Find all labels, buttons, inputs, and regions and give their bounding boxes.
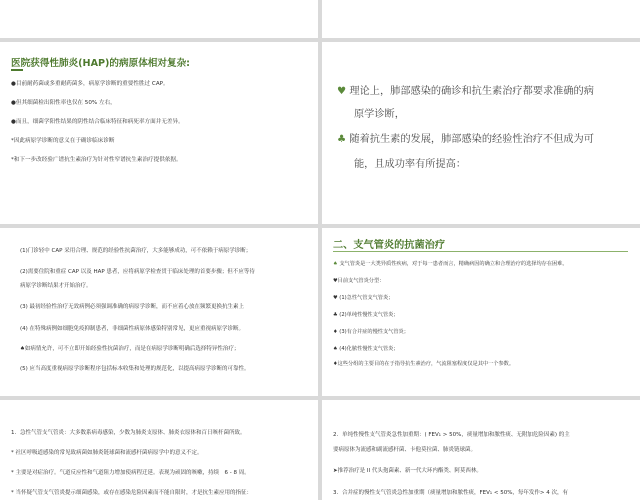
slide-title: 二、支气管炎的抗菌治疗 <box>333 240 446 251</box>
slide-theory[interactable] <box>322 42 640 224</box>
point-line: (3) 最初经验性治疗无效病例必须强调准确的病原学诊断，而不应着心放在频繁更换抗生素上 <box>20 304 245 310</box>
text-line: * 社区呼吸道感染的常见致病菌如肺炎链球菌和流感杆菌病原学中的意义不定。 <box>11 450 203 456</box>
line-text: 理论上，肺部感染的确诊和抗生素治疗都要求准确的病 <box>349 86 594 97</box>
bullet-line: ●而且，细菌学阳性结果的阴性结合临床特征和病死率方面并无差异。 <box>11 119 184 125</box>
text-line: * 主要是对症治疗。气道反应性和气道阻力增加使病程迁延。表现为顽固的咳嗽，持续 6 - 8 周。 <box>11 470 250 476</box>
text-line: 要病原体为流感和副流感杆菌、卡他莫拉菌、肺炎链球菌。 <box>333 447 477 453</box>
bullet-line: ●目前耐药菌或多重耐药菌多，病原学诊断的重要性胜过 CAP。 <box>11 81 169 87</box>
point-line: ♠如病情允许，可不立即开始经验性抗菌治疗，而是在病原学诊断明确后选择特异性治疗； <box>20 346 240 352</box>
bullet-line: *和下一步改经验广谱抗生素治疗为针对性窄谱抗生素治疗提供依据。 <box>11 157 182 163</box>
slide-hap-pathogens[interactable] <box>0 42 318 224</box>
text-line: ♣ (2)单纯性慢性支气管炎； <box>333 312 399 318</box>
slide-chronic-bronchitis[interactable] <box>322 400 640 500</box>
text-line: 1．急性气管支气管炎：大多数系病毒感染，少数为肺炎支原体、肺炎衣原体和百日咳杆菌所致。 <box>11 430 246 436</box>
slide-diagnosis-points[interactable] <box>0 228 318 396</box>
spade-icon: ♠ <box>333 261 338 267</box>
text-line: ➤推荐治疗是 II 代头孢菌素、新一代大环内酯类、阿莫西林。 <box>333 468 482 474</box>
text-line <box>333 260 568 267</box>
bullet-line: *因此病原学诊断的意义在于确诊临床诊断 <box>11 138 115 144</box>
club-icon: ♣ <box>337 134 347 145</box>
title-underline <box>333 251 628 252</box>
slide-top-right-partial <box>322 0 640 38</box>
line-text: 支气管炎是一大类异质性疾病，对于每一患者而言，精确病因的确立和合理治疗的选择均存在困难。 <box>339 261 568 267</box>
title-underline <box>11 69 23 71</box>
point-line: (2)需要住院和重症 CAP 以及 HAP 患者，应将病原学检查贯于临床处理的首要步骤；但不应等待 <box>20 269 255 275</box>
text-line: ♦ (3)有合并症的慢性支气管炎； <box>333 329 409 335</box>
point-line: (5) 应当高度重视病原学诊断程序包括标本收集和处理的规范化，以提高病原学诊断的可靠性。 <box>20 366 250 372</box>
bullet-line: ●但其细菌检出阳性率也仅在 50% 左右， <box>11 100 116 106</box>
slide-top-left-partial <box>0 0 318 38</box>
text-line: ♦这些分组的主要目的在于指导抗生素治疗，气流阻塞程度仅是其中一个参数。 <box>333 361 515 367</box>
text-line <box>337 82 594 97</box>
text-line: * 当怀疑气管支气管炎提示细菌感染，或存在感染危险因素而不能自限时，才是抗生素应用的指征： <box>11 490 253 496</box>
text-line: ♥ (1)急性气管支气管炎； <box>333 295 394 301</box>
point-line: (4) 在特殊病例如细胞免疫抑制患者，非细菌性病原体感染特别常见，更应重视病原学诊断。 <box>20 326 245 332</box>
text-line: 原学诊断， <box>354 109 405 120</box>
text-line: 2．单纯性慢性支气管炎急性加重期：( FEV₁ > 50%，痰量增加和脓性痰、无附加危险因素) 的主 <box>333 432 570 438</box>
slide-title: 医院获得性肺炎(HAP)的病原体相对复杂: <box>11 58 190 69</box>
text-line: ♠ (4)化脓性慢性支气管炎； <box>333 346 399 352</box>
text-line: 3．合并症的慢性支气管炎急性加重期（痰量增加和脓性痰，FEV₁ < 50%，每年发作> 4 次，有 <box>333 490 569 496</box>
slide-bronchitis-treatment[interactable] <box>322 228 640 396</box>
point-line: 病原学诊断结果才开始治疗。 <box>20 283 92 289</box>
text-line <box>337 130 594 145</box>
heart-icon: ♥ <box>337 86 347 97</box>
slide-acute-bronchitis[interactable] <box>0 400 318 500</box>
text-line: 能，且成功率有所提高： <box>354 159 467 170</box>
text-line: ♥目前支气管炎分型： <box>333 278 385 284</box>
point-line: (1)门诊轻中 CAP 采用合理、规范的经验性抗菌治疗，大多能够成功，可不依赖于病原学诊断； <box>20 248 252 254</box>
line-text: 随着抗生素的发展，肺部感染的经验性治疗不但成为可 <box>349 134 594 145</box>
